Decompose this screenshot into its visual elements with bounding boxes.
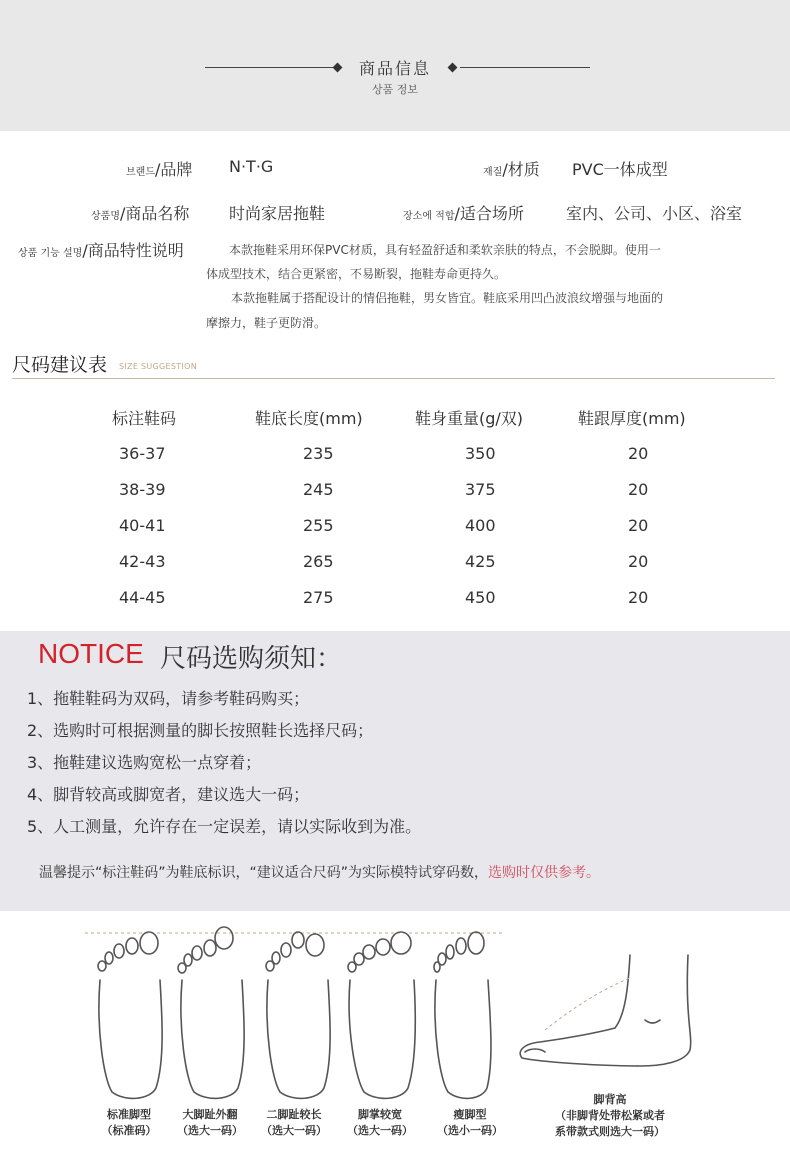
foot-type-caption: 瘦脚型 （选小一码） [437,1108,503,1137]
page-title: 商品信息 [358,59,431,78]
place-label: 장소에 적합/适合场所 [403,204,524,223]
foot-long-second-toe-icon [266,932,330,1098]
table-cell: 265 [303,552,334,571]
foot-type-caption: 大脚趾外翻 （选大一码） [177,1108,243,1137]
notice-item: 2、选购时可根据测量的脚长按照鞋长选择尺码； [27,721,374,740]
material-label: 재질/材质 [483,160,540,179]
foot-slim-icon [434,932,491,1098]
table-cell: 44-45 [119,588,166,607]
feature-label: 상품 기능 설명/商品特性说明 [18,241,184,260]
table-cell: 40-41 [119,516,166,535]
foot-type-caption: 脚掌较宽 （选大一码） [347,1108,413,1137]
table-cell: 36-37 [119,444,166,463]
notice-item: 5、人工测量，允许存在一定误差，请以实际收到为准。 [27,817,422,836]
table-header: 鞋底长度(mm) [255,409,363,428]
foot-standard-icon [98,932,162,1098]
notice-item: 1、拖鞋鞋码为双码，请参考鞋码购买； [27,689,310,708]
table-cell: 425 [465,552,496,571]
table-cell: 38-39 [119,480,166,499]
place-value: 室内、公司、小区、浴室 [566,204,743,223]
table-header: 鞋身重量(g/双) [415,409,524,428]
header-divider-left [205,67,335,68]
table-header: 鞋跟厚度(mm) [578,409,686,428]
description-line: 体成型技术，结合更紧密，不易断裂，拖鞋寿命更持久。 [206,267,507,281]
product-name-label: 상품명/商品名称 [91,204,190,223]
table-cell: 20 [628,444,649,463]
table-cell: 235 [303,444,334,463]
material-value: PVC一体成型 [572,160,668,179]
brand-value: N·T·G [229,157,274,176]
table-cell: 20 [628,552,649,571]
size-table-subtitle: SIZE SUGGESTION [119,362,198,371]
foot-shapes-diagram [0,920,790,1110]
description-line: 本款拖鞋采用环保PVC材质，具有轻盈舒适和柔软亲肤的特点，不会脱脚。使用一 [229,243,661,257]
table-cell: 400 [465,516,496,535]
table-header: 标注鞋码 [112,409,177,428]
size-table-divider [12,378,775,379]
foot-type-caption: 标准脚型 （标准码） [101,1108,157,1137]
notice-title: NOTICE [38,638,144,669]
table-cell: 20 [628,588,649,607]
table-cell: 255 [303,516,334,535]
page-subtitle: 상품 정보 [371,83,418,96]
brand-label: 브랜드/品牌 [126,160,193,179]
notice-tip-highlight: 选购时仅供参考。 [488,865,601,881]
notice-item: 4、脚背较高或脚宽者，建议选大一码； [27,785,310,804]
notice-item: 3、拖鞋建议选购宽松一点穿着； [27,753,262,772]
notice-title-cn: 尺码选购须知： [160,644,343,674]
product-name-value: 时尚家居拖鞋 [229,204,326,223]
table-cell: 245 [303,480,334,499]
table-cell: 275 [303,588,334,607]
header-divider-right [460,67,590,68]
table-cell: 350 [465,444,496,463]
table-cell: 20 [628,480,649,499]
table-cell: 42-43 [119,552,166,571]
table-cell: 20 [628,516,649,535]
size-table-title: 尺码建议表 [12,354,108,376]
foot-bunion-icon [178,927,244,1098]
description-line: 本款拖鞋属于搭配设计的情侣拖鞋，男女皆宜。鞋底采用凹凸波浪纹增强与地面的 [231,291,664,305]
table-cell: 450 [465,588,496,607]
foot-high-instep-icon [520,955,691,1066]
description-line: 摩擦力，鞋子更防滑。 [206,316,327,330]
notice-tip: 温馨提示“标注鞋码”为鞋底标识，“建议适合尺码”为实际模特试穿码数，选购时仅供参考。 [39,865,601,881]
foot-type-caption: 二脚趾较长 （选大一码） [261,1108,327,1137]
table-cell: 375 [465,480,496,499]
foot-type-caption: 脚背高 （非脚背处带松紧或者 系带款式则选大一码） [555,1093,665,1138]
foot-wide-icon [348,932,415,1098]
